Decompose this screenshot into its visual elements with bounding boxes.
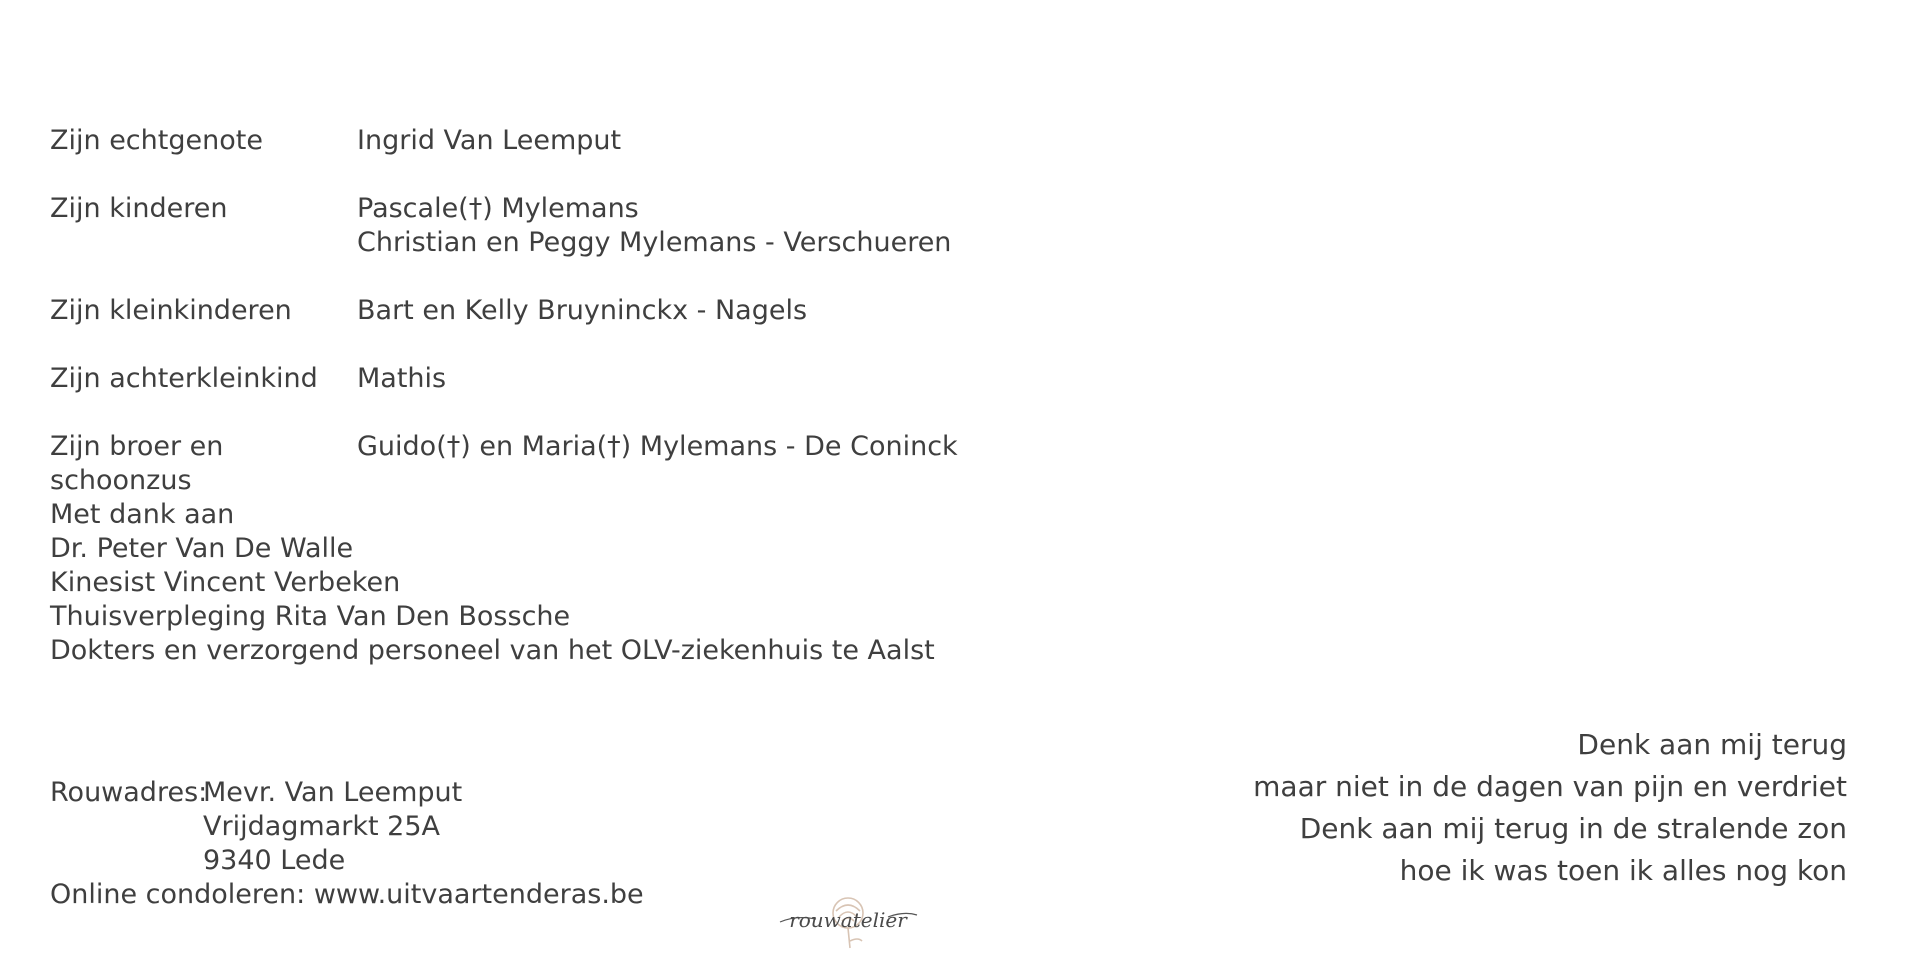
online-condolence-link[interactable]: Online condoleren: www.uitvaartenderas.be (50, 879, 644, 910)
family-name: Christian en Peggy Mylemans - Verschueren (357, 227, 952, 258)
family-list (50, 124, 958, 532)
family-name: Ingrid Van Leemput (357, 125, 622, 156)
family-names (357, 430, 958, 498)
family-label: Zijn kinderen (50, 193, 228, 224)
address-lines (203, 776, 462, 878)
thanks-heading: Met dank aan (50, 499, 235, 530)
family-names (357, 192, 951, 260)
thanks-line: Thuisverpleging Rita Van Den Bossche (50, 601, 571, 632)
family-name: Guido(†) en Maria(†) Mylemans - De Coninck (357, 431, 958, 462)
family-row-sibling (50, 430, 958, 498)
thanks-section (50, 498, 935, 668)
poem-line: maar niet in de dagen van pijn en verdriet (1253, 770, 1847, 803)
family-name: Pascale(†) Mylemans (357, 193, 639, 224)
address-line: Mevr. Van Leemput (203, 777, 463, 808)
address-line: Vrijdagmarkt 25A (203, 811, 440, 842)
family-label: Zijn achterkleinkind (50, 363, 318, 394)
poem-line: Denk aan mij terug (1577, 728, 1847, 761)
address-row (50, 776, 644, 878)
poem-line: hoe ik was toen ik alles nog kon (1399, 854, 1847, 887)
family-row-children (50, 192, 958, 260)
address-line: 9340 Lede (203, 845, 346, 876)
address-label: Rouwadres: (50, 777, 208, 808)
rose-icon (776, 893, 921, 951)
poem (1253, 724, 1847, 892)
family-names (357, 124, 621, 158)
family-names (357, 294, 807, 328)
poem-line: Denk aan mij terug in de stralende zon (1299, 812, 1847, 845)
logo-text: rouwatelier (789, 908, 907, 932)
thanks-line: Kinesist Vincent Verbeken (50, 567, 401, 598)
family-name: Bart en Kelly Bruyninckx - Nagels (357, 295, 808, 326)
family-label: Zijn echtgenote (50, 125, 263, 156)
family-label: Zijn kleinkinderen (50, 295, 292, 326)
thanks-line: Dr. Peter Van De Walle (50, 533, 354, 564)
family-name: Mathis (357, 363, 447, 394)
address-section (50, 776, 644, 912)
family-names (357, 362, 446, 396)
rouwatelier-logo (776, 893, 921, 951)
family-label: Zijn broer en schoonzus (50, 431, 224, 496)
family-row-grandchildren (50, 294, 958, 328)
family-row-great-grandchild (50, 362, 958, 396)
thanks-line: Dokters en verzorgend personeel van het OLV-ziekenhuis te Aalst (50, 635, 935, 666)
family-row-spouse (50, 124, 958, 158)
